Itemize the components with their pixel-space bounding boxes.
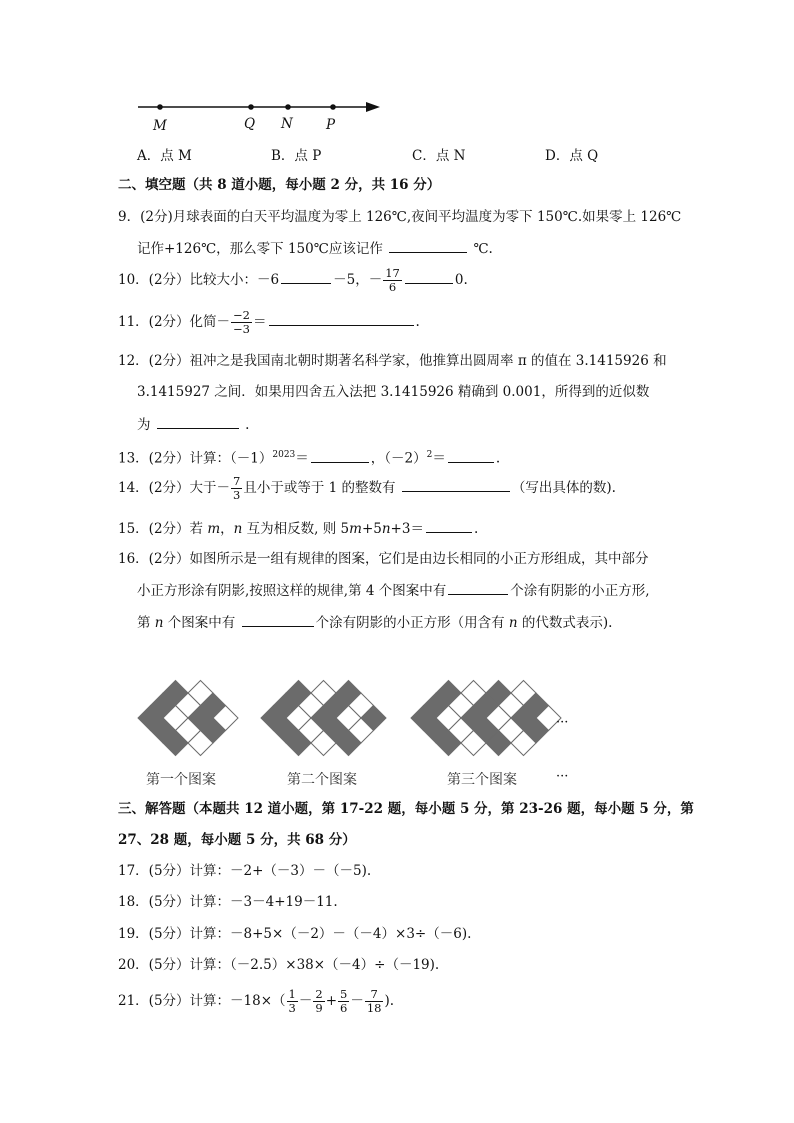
q9-text-b: ℃. <box>473 241 493 257</box>
q21-f3-den: 6 <box>340 1001 348 1015</box>
q10-blank-1[interactable] <box>281 269 331 284</box>
q12-text-b: . <box>245 417 250 433</box>
q13-exp1: 2023 <box>272 450 296 460</box>
q13-text-c: ，（－2） <box>370 450 427 467</box>
q16-n2: n <box>508 615 518 631</box>
q10-fraction <box>383 267 402 294</box>
q14 <box>118 474 616 502</box>
q10-blank-2[interactable] <box>405 269 453 284</box>
pattern-figure <box>0 660 794 770</box>
q10-text-c: 0. <box>454 272 468 288</box>
number-line <box>132 95 392 140</box>
q15-sep: ， <box>220 521 234 537</box>
q21-f3-num: 5 <box>340 987 348 1001</box>
q15-m2: m <box>349 521 362 537</box>
q15-text-c: +3＝ <box>390 521 424 537</box>
q16-text-c: 第 <box>137 615 151 631</box>
pattern-3 <box>411 681 561 756</box>
q12-line1: 12．(2分）祖冲之是我国南北朝时期著名科学家，他推算出圆周率 π 的值在 3.1415926 和 <box>118 353 667 369</box>
q9-line2 <box>137 238 493 259</box>
q16-text-d: 个图案中有 <box>167 615 236 631</box>
q13-text-a: 13．(2分）计算：（－1） <box>118 450 273 467</box>
option-d: D．点 Q <box>545 148 599 164</box>
q14-frac-num: 7 <box>233 474 241 488</box>
number-line-arrow <box>366 102 380 112</box>
q10 <box>118 266 468 294</box>
q13-exp2: 2 <box>426 450 433 460</box>
pattern-1 <box>138 681 238 756</box>
q18: 18．(5分）计算：－3－4+19－11. <box>118 894 338 910</box>
ellipsis-top: ··· <box>556 715 569 730</box>
q21-op1: － <box>298 993 313 1009</box>
q15-blank[interactable] <box>426 518 472 533</box>
ellipsis-bottom: ··· <box>556 769 569 784</box>
q21-f1-den: 3 <box>288 1001 296 1015</box>
point-m <box>157 104 163 110</box>
q11-text-b: ＝ <box>253 314 267 330</box>
q10-text-a: 10．(2分）比较大小：－6 <box>118 272 280 288</box>
q10-frac-num: 17 <box>385 266 400 280</box>
q14-text-a: 14．(2分）大于－ <box>118 480 231 496</box>
q16-blank-2[interactable] <box>242 612 314 627</box>
point-p <box>330 104 336 110</box>
q13-blank-2[interactable] <box>448 448 494 463</box>
q13-text-d: ＝ <box>432 450 446 467</box>
q15-n: n <box>233 521 243 537</box>
q11-fraction <box>231 309 252 336</box>
q13-text-b: ＝ <box>295 450 309 467</box>
q21-frac-3 <box>338 988 349 1015</box>
q16-text-f: 的代数式表示). <box>521 615 613 631</box>
q12-line2: 3.1415927 之间．如果用四舍五入法把 3.1415926 精确到 0.001，所得到的近似数 <box>137 384 650 400</box>
q11-blank[interactable] <box>269 311 414 326</box>
option-b: B．点 P <box>271 148 322 164</box>
point-q <box>248 104 254 110</box>
q21-f1-num: 1 <box>288 987 296 1001</box>
q9-line1: 9．(2分)月球表面的白天平均温度为零上 126℃,夜间平均温度为零下 150℃.如果零上 126℃ <box>118 209 682 225</box>
q16-line1: 16．(2分）如图所示是一组有规律的图案，它们是由边长相同的小正方形组成，其中部分 <box>118 551 649 567</box>
q11-frac-num: −2 <box>233 308 250 322</box>
q14-frac-den: 3 <box>233 488 241 502</box>
q15-text-a: 15．(2分）若 <box>118 521 204 537</box>
option-a: A．点 M <box>137 148 192 164</box>
caption-pattern-1: 第一个图案 <box>146 772 216 788</box>
pattern-2 <box>261 681 386 756</box>
q21-frac-2 <box>313 988 324 1015</box>
q12-blank[interactable] <box>157 414 239 429</box>
caption-pattern-2: 第二个图案 <box>287 772 357 788</box>
q13-text-e: . <box>495 450 501 467</box>
q14-fraction <box>231 475 242 502</box>
q15-text-d: . <box>473 521 479 537</box>
label-n: N <box>281 116 293 132</box>
q16-blank-1[interactable] <box>448 580 508 595</box>
q16-n: n <box>154 615 164 631</box>
q21-f4-num: 7 <box>365 988 384 1002</box>
label-q: Q <box>244 116 256 132</box>
q16-line3 <box>137 612 612 633</box>
q14-blank[interactable] <box>402 477 510 492</box>
section2-title: 二、填空题（共 8 道小题，每小题 2 分，共 16 分） <box>118 177 441 193</box>
q9-text-a: 记作+126℃，那么零下 150℃应该记作 <box>137 241 383 257</box>
q10-text-b: －5，－ <box>333 272 383 288</box>
caption-pattern-3: 第三个图案 <box>447 772 517 788</box>
q16-text-e: 个涂有阴影的小正方形（用含有 <box>315 615 505 631</box>
point-n <box>285 104 291 110</box>
q16-line2 <box>137 580 650 601</box>
q15 <box>118 518 478 539</box>
q21-f2-num: 2 <box>315 987 323 1001</box>
q21-f2-den: 9 <box>315 1001 323 1015</box>
q21-op2: + <box>325 993 337 1009</box>
q15-plus: +5 <box>361 521 382 537</box>
q19: 19．(5分）计算：－8+5×（－2）－（－4）×3÷（－6). <box>118 926 472 942</box>
q14-text-b: 且小于或等于 1 的整数有 <box>243 480 396 496</box>
q15-n2: n <box>381 521 391 537</box>
q21-op3: － <box>350 993 364 1009</box>
q21-text-b: ). <box>384 993 395 1009</box>
q21-text-a: 21．(5分）计算：－18×（ <box>118 993 286 1009</box>
q21-frac-4 <box>365 988 384 1015</box>
q21-f4-den: 18 <box>366 1001 382 1015</box>
section3-line1: 三、解答题（本题共 12 道小题，第 17-22 题，每小题 5 分，第 23-26 题，每小题 5 分，第 <box>118 801 694 817</box>
q11-frac-den: −3 <box>233 322 250 336</box>
q16-text-b: 个涂有阴影的小正方形, <box>510 583 650 599</box>
q14-text-c: （写出具体的数). <box>511 480 616 496</box>
label-p: P <box>326 117 336 133</box>
q9-blank[interactable] <box>389 238 467 253</box>
label-m: M <box>153 118 167 134</box>
q21 <box>118 986 394 1016</box>
q10-frac-den: 6 <box>388 280 397 294</box>
q17: 17．(5分）计算：－2+（－3）－（－5). <box>118 863 372 879</box>
q15-m: m <box>207 521 221 537</box>
q11 <box>118 308 420 336</box>
section3-line2: 27、28 题，每小题 5 分，共 68 分） <box>118 832 356 848</box>
q12-text-a: 为 <box>137 417 151 433</box>
q16-text-a: 小正方形涂有阴影,按照这样的规律,第 4 个图案中有 <box>137 583 447 599</box>
q20: 20．(5分）计算：（－2.5）×38×（－4）÷（－19). <box>118 957 440 973</box>
q11-text-a: 11．(2分）化简－ <box>118 314 231 330</box>
option-c: C．点 N <box>412 148 466 164</box>
q12-line3 <box>137 414 249 435</box>
q21-frac-1 <box>287 988 298 1015</box>
q13-blank-1[interactable] <box>311 448 369 463</box>
q11-text-c: . <box>415 314 420 330</box>
q15-text-b: 互为相反数, 则 5 <box>246 521 350 537</box>
q13 <box>118 445 500 469</box>
